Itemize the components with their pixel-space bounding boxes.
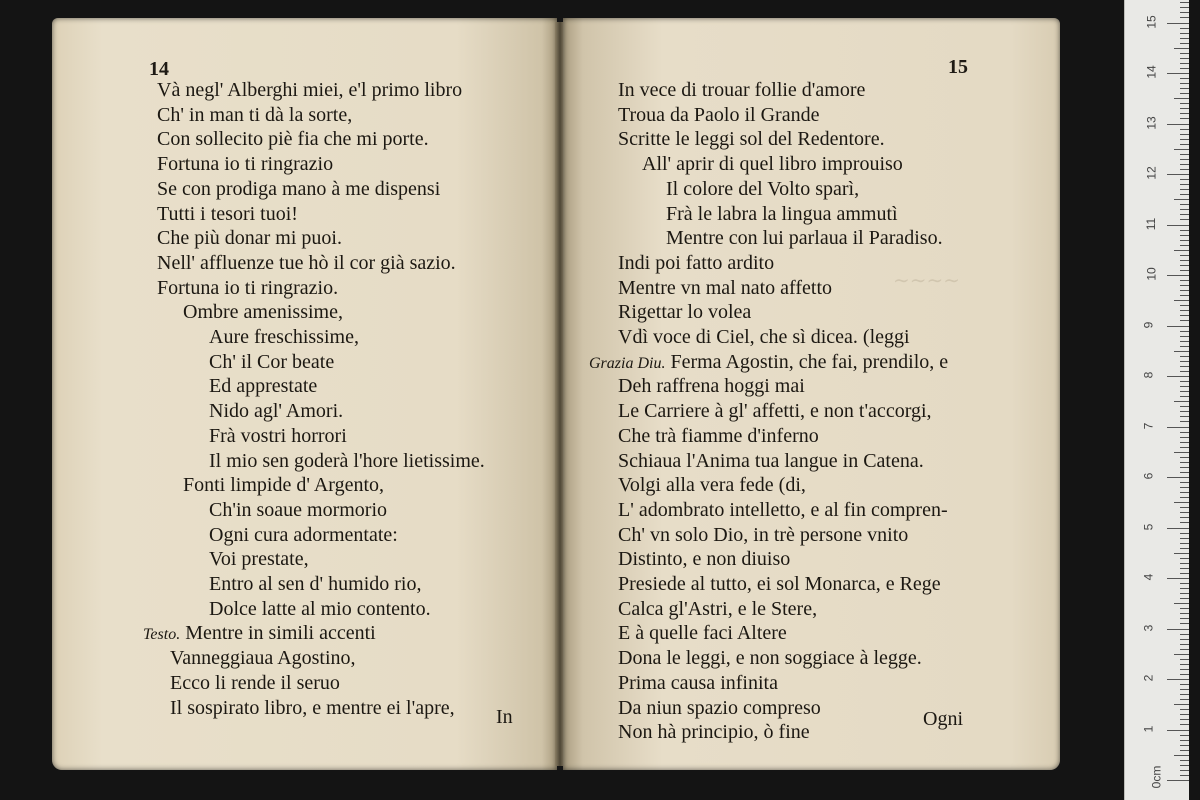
ruler-tick xyxy=(1180,361,1189,362)
ruler-tick xyxy=(1180,235,1189,236)
ruler-tick xyxy=(1180,285,1189,286)
text-line xyxy=(666,226,943,250)
line-text: Presiede al tutto, ei sol Monarca, e Rege xyxy=(618,573,941,595)
ruler-tick xyxy=(1180,214,1189,215)
text-line xyxy=(209,597,431,621)
ruler-tick xyxy=(1180,598,1189,599)
text-line xyxy=(618,276,832,300)
ruler-tick xyxy=(1180,467,1189,468)
ruler-number: 11 xyxy=(1144,217,1159,230)
text-line xyxy=(157,202,298,226)
ruler-tick xyxy=(1180,38,1189,39)
ruler-tick xyxy=(1180,644,1189,645)
ruler-tick xyxy=(1180,684,1189,685)
line-text: Ferma Agostin, che fai, prendilo, e xyxy=(670,350,949,373)
ruler-tick xyxy=(1180,129,1189,130)
line-text: Da niun spazio compreso xyxy=(618,696,821,719)
ruler-tick xyxy=(1174,654,1189,655)
ruler-tick xyxy=(1174,199,1189,200)
ruler-tick xyxy=(1180,740,1189,741)
line-text: Indi poi fatto ardito xyxy=(618,251,775,274)
ruler-tick xyxy=(1180,144,1189,145)
ruler-tick xyxy=(1180,714,1189,715)
line-text: Vdì voce di Ciel, che sì dicea. (leggi xyxy=(618,326,910,348)
ruler-tick xyxy=(1180,406,1189,407)
ruler-number: 2 xyxy=(1141,674,1156,682)
line-text: Và negl' Alberghi miei, e'l primo libro xyxy=(157,79,463,101)
line-text: All' aprir di quel libro improuiso xyxy=(642,153,903,176)
ruler-tick xyxy=(1180,184,1189,185)
ruler-number: 13 xyxy=(1144,115,1159,130)
ruler-tick xyxy=(1174,603,1189,604)
ruler-tick xyxy=(1180,366,1189,367)
ruler-tick xyxy=(1180,179,1189,180)
ruler-tick xyxy=(1180,381,1189,382)
ruler-tick xyxy=(1180,159,1189,160)
ruler-tick xyxy=(1180,669,1189,670)
text-line xyxy=(666,177,859,201)
text-line xyxy=(157,251,456,275)
ruler-tick xyxy=(1180,245,1189,246)
ruler-tick xyxy=(1180,724,1189,725)
ruler-tick xyxy=(1180,432,1189,433)
ruler-number: 6 xyxy=(1141,472,1156,480)
ruler-tick xyxy=(1180,93,1189,94)
ruler-tick xyxy=(1180,209,1189,210)
ruler-tick xyxy=(1180,472,1189,473)
ruler-tick xyxy=(1180,659,1189,660)
ruler-tick xyxy=(1180,68,1189,69)
line-text: Calca gl'Astri, e le Stere, xyxy=(618,597,818,620)
ruler-tick xyxy=(1180,497,1189,498)
text-line xyxy=(209,449,485,473)
line-text: E à quelle faci Altere xyxy=(618,622,787,645)
ruler-tick xyxy=(1174,351,1189,352)
ruler-tick xyxy=(1174,48,1189,49)
line-text: Il mio sen goderà l'hore lietissime. xyxy=(209,449,485,472)
text-line xyxy=(618,621,787,645)
ruler-tick xyxy=(1180,765,1189,766)
text-line xyxy=(143,621,376,647)
line-text: Ed apprestate xyxy=(209,375,318,398)
text-line xyxy=(618,473,806,497)
ruler-tick xyxy=(1180,437,1189,438)
speaker-label: Grazia Diu. xyxy=(589,354,666,372)
line-text: Frà le labra la lingua ammutì xyxy=(666,202,898,225)
line-text: Nido agl' Amori. xyxy=(209,400,344,423)
text-line xyxy=(618,251,774,275)
ruler-tick xyxy=(1180,482,1189,483)
text-line xyxy=(618,374,805,398)
ruler-tick xyxy=(1174,250,1189,251)
ruler-tick xyxy=(1180,43,1189,44)
ruler-tick xyxy=(1180,613,1189,614)
ruler-tick xyxy=(1180,204,1189,205)
ruler-tick xyxy=(1167,780,1189,781)
ruler-tick xyxy=(1180,548,1189,549)
ruler-tick xyxy=(1180,28,1189,29)
line-text: Entro al sen d' humido rio, xyxy=(209,573,422,595)
ruler-tick xyxy=(1180,219,1189,220)
ruler-tick xyxy=(1180,709,1189,710)
ruler-tick xyxy=(1180,694,1189,695)
text-line xyxy=(618,523,908,547)
line-text: Mentre con lui parlaua il Paradiso. xyxy=(666,227,943,250)
ruler-tick xyxy=(1180,745,1189,746)
ruler-tick xyxy=(1180,113,1189,114)
ruler-tick xyxy=(1180,310,1189,311)
ruler-tick xyxy=(1167,326,1189,327)
ruler-tick xyxy=(1180,573,1189,574)
ruler-tick xyxy=(1180,336,1189,337)
ruler-tick xyxy=(1180,507,1189,508)
text-line xyxy=(157,127,429,151)
text-line xyxy=(157,152,333,176)
text-line xyxy=(209,374,317,398)
ruler-tick xyxy=(1180,543,1189,544)
text-line xyxy=(209,350,334,374)
ruler-tick xyxy=(1180,588,1189,589)
text-line xyxy=(209,424,347,448)
text-line xyxy=(618,449,924,473)
line-text: Distinto, e non diuiso xyxy=(618,548,791,571)
ruler-tick xyxy=(1180,760,1189,761)
text-line xyxy=(618,572,941,596)
left-catchword: In xyxy=(496,706,513,728)
ruler-tick xyxy=(1180,83,1189,84)
ruler-number: 14 xyxy=(1144,65,1159,79)
line-text: Rigettar lo volea xyxy=(618,301,752,324)
right-page xyxy=(563,18,1060,770)
ruler-tick xyxy=(1167,730,1189,731)
text-line xyxy=(209,399,343,423)
left-page xyxy=(52,18,557,770)
line-text: Troua da Paolo il Grande xyxy=(618,103,820,126)
ruler-number: 7 xyxy=(1141,422,1156,429)
ruler-tick xyxy=(1180,750,1189,751)
ruler-tick xyxy=(1180,533,1189,534)
text-line xyxy=(209,572,421,596)
line-text: Voi prestate, xyxy=(209,548,309,571)
text-line xyxy=(618,671,778,695)
line-text: Prima causa infinita xyxy=(618,671,778,694)
ruler-number: 4 xyxy=(1141,573,1156,581)
ruler-tick xyxy=(1180,719,1189,720)
ruler-number: 15 xyxy=(1144,14,1159,29)
text-line xyxy=(157,103,352,127)
line-text: Nell' affluenze tue hò il cor già sazio. xyxy=(157,251,456,274)
ruler-tick xyxy=(1180,270,1189,271)
ruler-tick xyxy=(1174,452,1189,453)
line-text: Fortuna io ti ringrazio xyxy=(157,153,334,176)
ruler-tick xyxy=(1180,118,1189,119)
ruler-tick xyxy=(1180,618,1189,619)
ruler-tick xyxy=(1180,260,1189,261)
line-text: Tutti i tesori tuoi! xyxy=(157,202,298,225)
ruler-tick xyxy=(1180,12,1189,13)
ruler-number: 10 xyxy=(1144,267,1159,281)
line-text: In vece di trouar follie d'amore xyxy=(618,79,866,101)
ruler-tick xyxy=(1180,108,1189,109)
line-text: Con sollecito piè fia che mi porte. xyxy=(157,128,429,151)
ruler-tick xyxy=(1180,568,1189,569)
ruler-tick xyxy=(1180,674,1189,675)
ruler-tick xyxy=(1180,341,1189,342)
ruler-tick xyxy=(1180,735,1189,736)
ruler-tick xyxy=(1180,492,1189,493)
ruler-tick xyxy=(1180,88,1189,89)
text-line xyxy=(618,103,819,127)
ruler-number: 5 xyxy=(1141,523,1156,530)
ruler-tick xyxy=(1180,134,1189,135)
ruler-tick xyxy=(1180,315,1189,316)
ruler-tick xyxy=(1167,174,1189,175)
ruler-tick xyxy=(1180,78,1189,79)
text-line xyxy=(183,473,384,497)
line-text: L' adombrato intelletto, e al fin compren- xyxy=(618,498,948,521)
ruler-tick xyxy=(1167,477,1189,478)
text-line xyxy=(618,720,810,744)
ruler-tick xyxy=(1180,442,1189,443)
ruler-tick xyxy=(1180,664,1189,665)
ruler-tick xyxy=(1180,411,1189,412)
ruler-number: 9 xyxy=(1141,321,1156,328)
ruler-number: 3 xyxy=(1141,624,1156,631)
text-line xyxy=(618,78,865,102)
line-text: Dona le leggi, e non soggiace à legge. xyxy=(618,647,922,670)
text-line xyxy=(170,696,455,720)
right-page-number: 15 xyxy=(948,56,968,78)
text-line xyxy=(618,696,821,720)
ruler-tick xyxy=(1180,230,1189,231)
ruler-tick xyxy=(1167,124,1189,125)
ruler-tick xyxy=(1180,280,1189,281)
ruler-tick xyxy=(1180,346,1189,347)
line-text: Non hà principio, ò fine xyxy=(618,721,810,744)
text-line xyxy=(618,325,910,349)
line-text: Il colore del Volto sparì, xyxy=(666,177,860,200)
ruler-number: 8 xyxy=(1141,371,1156,379)
ruler-tick xyxy=(1180,17,1189,18)
ruler-tick xyxy=(1180,240,1189,241)
line-text: Le Carriere à gl' affetti, e non t'accorgi, xyxy=(618,400,932,423)
ruler-tick xyxy=(1167,73,1189,74)
ruler-tick xyxy=(1180,583,1189,584)
ruler-tick xyxy=(1180,522,1189,523)
ruler-tick xyxy=(1174,300,1189,301)
ruler-tick xyxy=(1180,421,1189,422)
ruler-tick xyxy=(1180,58,1189,59)
text-line xyxy=(618,300,751,324)
ruler-tick xyxy=(1180,2,1189,3)
text-line xyxy=(618,646,922,670)
show-through-text: ∼∼∼∼ xyxy=(893,270,961,292)
line-text: Dolce latte al mio contento. xyxy=(209,597,431,620)
left-page-number: 14 xyxy=(149,58,169,80)
ruler-tick xyxy=(1180,139,1189,140)
ruler-tick xyxy=(1180,290,1189,291)
ruler-tick xyxy=(1180,649,1189,650)
ruler-tick xyxy=(1167,275,1189,276)
text-line xyxy=(209,498,387,522)
text-line xyxy=(170,671,340,695)
ruler-tick xyxy=(1167,578,1189,579)
line-text: Vanneggiaua Agostino, xyxy=(170,647,356,670)
ruler-tick xyxy=(1180,447,1189,448)
ruler-tick xyxy=(1167,23,1189,24)
text-line xyxy=(666,202,898,226)
line-text: Frà vostri horrori xyxy=(209,424,347,447)
ruler-tick xyxy=(1174,98,1189,99)
ruler-tick xyxy=(1180,103,1189,104)
text-line xyxy=(157,226,342,250)
ruler-number: 1 xyxy=(1141,725,1156,732)
ruler-tick xyxy=(1174,755,1189,756)
right-catchword: Ogni xyxy=(923,708,963,730)
line-text: Il sospirato libro, e mentre ei l'apre, xyxy=(170,696,455,719)
ruler-unit-label: 0cm xyxy=(1149,765,1164,789)
ruler-tick xyxy=(1180,457,1189,458)
ruler-tick xyxy=(1167,629,1189,630)
ruler-tick xyxy=(1180,255,1189,256)
line-text: Fonti limpide d' Argento, xyxy=(183,474,385,497)
ruler-tick xyxy=(1167,528,1189,529)
line-text: Ch' vn solo Dio, in trè persone vnito xyxy=(618,523,909,546)
ruler-tick xyxy=(1167,376,1189,377)
ruler-tick xyxy=(1180,33,1189,34)
line-text: Ombre amenissime, xyxy=(183,301,343,324)
line-text: Ch' in man ti dà la sorte, xyxy=(157,103,353,126)
ruler-tick xyxy=(1180,194,1189,195)
text-line xyxy=(209,547,309,571)
line-text: Ogni cura adormentate: xyxy=(209,523,398,546)
text-line xyxy=(589,350,948,376)
line-text: Che più donar mi puoi. xyxy=(157,227,342,250)
ruler-tick xyxy=(1180,53,1189,54)
ruler-tick xyxy=(1174,149,1189,150)
line-text: Mentre vn mal nato affetto xyxy=(618,276,833,299)
line-text: Ecco li rende il seruo xyxy=(170,671,340,694)
line-text: Ch'in soaue mormorio xyxy=(209,498,388,521)
ruler-tick xyxy=(1167,427,1189,428)
speaker-label: Testo. xyxy=(143,626,181,644)
text-line xyxy=(618,597,817,621)
ruler-tick xyxy=(1180,305,1189,306)
ruler-tick xyxy=(1180,487,1189,488)
ruler-tick xyxy=(1174,401,1189,402)
ruler-tick xyxy=(1174,553,1189,554)
text-line xyxy=(157,78,462,102)
text-line xyxy=(170,646,356,670)
ruler-tick xyxy=(1180,538,1189,539)
text-line xyxy=(209,523,398,547)
text-line xyxy=(183,300,343,324)
text-line xyxy=(209,325,359,349)
ruler-tick xyxy=(1180,63,1189,64)
ruler-number: 12 xyxy=(1144,166,1159,180)
ruler-tick xyxy=(1180,775,1189,776)
ruler-tick xyxy=(1180,639,1189,640)
ruler-tick xyxy=(1180,154,1189,155)
ruler-tick xyxy=(1180,295,1189,296)
ruler-tick xyxy=(1180,593,1189,594)
ruler-tick xyxy=(1180,189,1189,190)
line-text: Che trà fiamme d'inferno xyxy=(618,424,819,447)
line-text: Aure freschissime, xyxy=(209,326,359,348)
ruler-tick xyxy=(1180,396,1189,397)
ruler-tick xyxy=(1167,679,1189,680)
ruler-tick xyxy=(1180,386,1189,387)
ruler-tick xyxy=(1180,608,1189,609)
text-line xyxy=(618,424,819,448)
ruler-tick xyxy=(1180,462,1189,463)
ruler-tick xyxy=(1180,371,1189,372)
text-line xyxy=(157,276,338,300)
line-text: Scritte le leggi sol del Redentore. xyxy=(618,128,885,151)
ruler-tick xyxy=(1180,356,1189,357)
text-line xyxy=(642,152,903,176)
ruler-tick xyxy=(1180,634,1189,635)
ruler-tick xyxy=(1180,558,1189,559)
ruler-tick xyxy=(1180,7,1189,8)
text-line xyxy=(618,127,885,151)
ruler-tick xyxy=(1174,704,1189,705)
line-text: Volgi alla vera fede (di, xyxy=(618,474,806,497)
text-line xyxy=(618,498,948,522)
text-line xyxy=(618,547,790,571)
ruler-tick xyxy=(1180,320,1189,321)
line-text: Fortuna io ti ringrazio. xyxy=(157,276,339,299)
ruler-tick xyxy=(1180,416,1189,417)
ruler-tick xyxy=(1180,331,1189,332)
ruler-tick xyxy=(1180,265,1189,266)
line-text: Ch' il Cor beate xyxy=(209,350,335,373)
ruler-tick xyxy=(1180,770,1189,771)
line-text: Mentre in simili accenti xyxy=(185,622,376,645)
ruler-tick xyxy=(1167,225,1189,226)
ruler-tick xyxy=(1180,164,1189,165)
measurement-ruler xyxy=(1124,0,1189,800)
line-text: Schiaua l'Anima tua langue in Catena. xyxy=(618,449,924,472)
text-line xyxy=(618,399,932,423)
ruler-tick xyxy=(1174,502,1189,503)
ruler-tick xyxy=(1180,517,1189,518)
text-line xyxy=(157,177,440,201)
ruler-tick xyxy=(1180,689,1189,690)
ruler-tick xyxy=(1180,699,1189,700)
ruler-tick xyxy=(1180,623,1189,624)
ruler-tick xyxy=(1180,512,1189,513)
line-text: Se con prodiga mano à me dispensi xyxy=(157,177,441,200)
ruler-tick xyxy=(1180,169,1189,170)
line-text: Deh raffrena hoggi mai xyxy=(618,375,805,398)
ruler-tick xyxy=(1180,563,1189,564)
ruler-tick xyxy=(1180,391,1189,392)
